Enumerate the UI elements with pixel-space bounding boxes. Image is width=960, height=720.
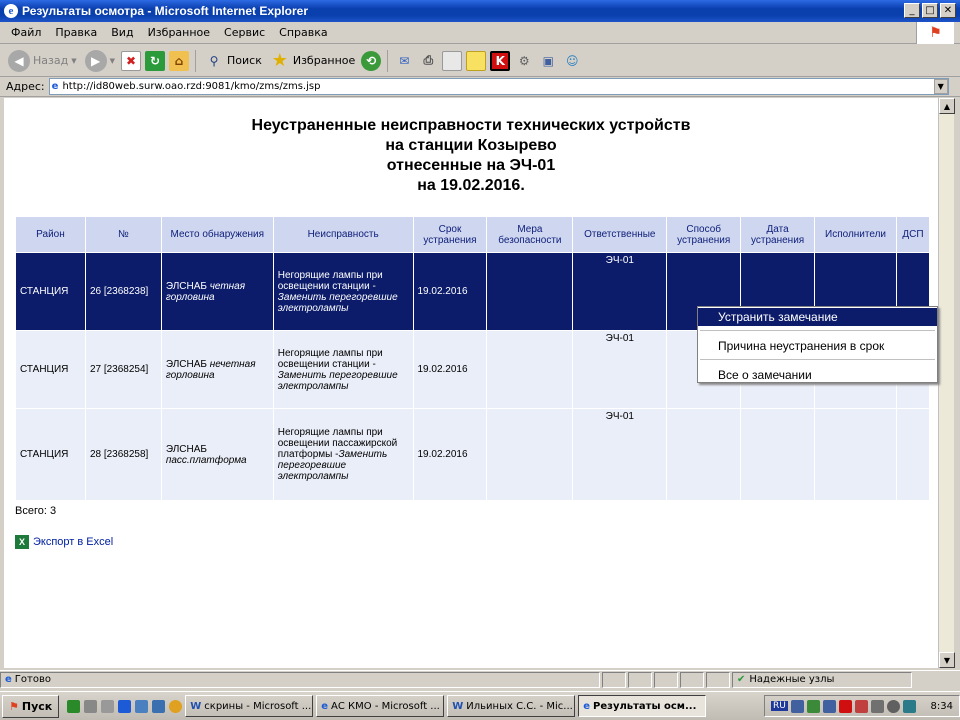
col-method[interactable]: Способ устранения [667, 217, 741, 253]
quick-launch [67, 700, 182, 713]
vertical-scrollbar[interactable] [938, 98, 954, 668]
total-count: Всего: 3 [15, 505, 57, 517]
page-icon: e [51, 81, 59, 92]
address-label: Адрес: [6, 80, 45, 93]
start-label: Пуск [21, 699, 53, 713]
favorites-label: Избранное [292, 54, 356, 67]
car-icon[interactable] [84, 700, 97, 713]
note-icon[interactable] [466, 51, 486, 71]
status-text-cell [0, 672, 600, 688]
search-icon: ⚲ [209, 53, 219, 68]
status-text: Готово [14, 674, 51, 685]
toolbar-separator [195, 50, 196, 72]
mail-icon[interactable]: ✉ [399, 53, 410, 68]
star-icon: ★ [271, 50, 288, 71]
ie-quick-icon[interactable] [118, 700, 131, 713]
tray-icon[interactable] [807, 700, 820, 713]
address-dropdown-icon[interactable]: ▼ [934, 79, 948, 94]
fault-action: Заменить перегоревшие электролампы [277, 291, 398, 314]
ie-task-icon: e [583, 700, 591, 712]
fault-text: Негорящие лампы при освещении станции - [277, 269, 383, 292]
menu-bar [0, 22, 960, 44]
back-button[interactable] [6, 50, 79, 72]
col-district[interactable]: Район [16, 217, 86, 253]
tray-icon[interactable] [855, 700, 868, 713]
edit-icon[interactable] [442, 51, 462, 71]
table-row[interactable] [16, 409, 930, 501]
col-fix-date[interactable]: Дата устранения [741, 217, 815, 253]
back-arrow-icon: ◀ [8, 50, 30, 72]
security-zone-label: Надежные узлы [749, 674, 835, 685]
link-icon[interactable] [101, 700, 114, 713]
tray-icon[interactable] [871, 700, 884, 713]
menu-all-about-remark[interactable]: Все о замечании [718, 368, 812, 382]
cell-place [161, 409, 273, 501]
status-cell [628, 672, 652, 688]
status-cell [602, 672, 626, 688]
place-name: ЭЛСНАБ [165, 280, 207, 292]
network-icon[interactable] [903, 700, 916, 713]
kaspersky-tray-icon[interactable] [839, 700, 852, 713]
print-icon[interactable]: ⎙ [423, 53, 434, 67]
export-excel-label: Экспорт в Excel [33, 536, 114, 548]
cell-number: 26 [2368238] [85, 253, 161, 331]
cell-safety [487, 253, 573, 331]
report-title [4, 116, 938, 196]
cell-district: СТАНЦИЯ [16, 331, 86, 409]
stop-icon[interactable]: ✖ [121, 51, 141, 71]
cell-number: 27 [2368254] [85, 331, 161, 409]
search-label: Поиск [227, 54, 262, 67]
cell-deadline: 19.02.2016 [413, 409, 487, 501]
kaspersky-icon[interactable]: K [490, 51, 510, 71]
tree-icon[interactable] [67, 700, 80, 713]
cell-fault [273, 331, 413, 409]
col-place[interactable]: Место обнаружения [161, 217, 273, 253]
task-button-active[interactable] [578, 695, 706, 717]
address-input[interactable] [49, 78, 949, 95]
task-label: АС КМО - Microsoft ... [331, 700, 440, 712]
cell-deadline: 19.02.2016 [413, 253, 487, 331]
windows-logo-icon: ⚑ [916, 22, 954, 44]
close-button[interactable]: ✕ [940, 3, 956, 18]
place-detail: пасс.платформа [165, 454, 247, 466]
media-icon[interactable] [169, 700, 182, 713]
place-name: ЭЛСНАБ [165, 358, 207, 370]
window-title: Результаты осмотра - Microsoft Internet Explorer [22, 4, 309, 18]
place-detail: четная горловина [165, 280, 246, 303]
cell-fault [273, 409, 413, 501]
scroll-up-icon[interactable]: ▲ [939, 98, 955, 114]
cell-number: 28 [2368258] [85, 409, 161, 501]
col-executors[interactable]: Исполнители [815, 217, 897, 253]
col-dsp[interactable]: ДСП [896, 217, 929, 253]
fault-text: Негорящие лампы при освещении пассажирской платформы - [277, 427, 398, 460]
back-label: Назад [33, 54, 69, 67]
menu-fix-remark[interactable]: Устранить замечание [698, 308, 937, 326]
app-icon[interactable] [152, 700, 165, 713]
windows-flag-icon: ⚑ [9, 699, 19, 713]
scroll-down-icon[interactable]: ▼ [939, 652, 955, 668]
excel-icon: X [15, 535, 29, 549]
home-icon[interactable]: ⌂ [169, 51, 189, 71]
fault-text: Негорящие лампы при освещении станции - [277, 347, 383, 370]
task-button[interactable] [447, 695, 575, 717]
status-cell [680, 672, 704, 688]
export-excel-link[interactable] [15, 535, 113, 549]
word-icon: W [190, 700, 202, 712]
start-button[interactable] [2, 695, 59, 718]
forward-button[interactable] [83, 50, 117, 72]
menu-file[interactable]: Файл [11, 26, 42, 39]
address-bar [0, 77, 960, 97]
cell-deadline: 19.02.2016 [413, 331, 487, 409]
menu-separator [700, 359, 935, 360]
status-cell [654, 672, 678, 688]
trusted-zone-icon: ✔ [737, 674, 746, 685]
word-icon: W [452, 700, 464, 712]
minimize-button[interactable]: _ [904, 3, 920, 18]
cell-district: СТАНЦИЯ [16, 253, 86, 331]
cell-dsp [896, 409, 929, 501]
place-name: ЭЛСНАБ [165, 443, 207, 455]
col-number[interactable]: № [85, 217, 161, 253]
toolbar [0, 45, 960, 77]
col-deadline[interactable]: Срок устранения [413, 217, 487, 253]
table-header-row [16, 217, 930, 253]
report-title-line: на станции Козырево [385, 137, 557, 154]
cell-responsible: ЭЧ-01 [573, 253, 667, 331]
menu-separator [700, 330, 935, 331]
volume-icon[interactable] [887, 700, 900, 713]
history-icon[interactable]: ⟲ [361, 51, 381, 71]
status-page-icon: e [5, 674, 12, 685]
cell-place [161, 253, 273, 331]
taskbar [0, 691, 960, 720]
clock[interactable]: 8:34 [930, 700, 953, 712]
favorites-button[interactable] [268, 51, 357, 71]
status-cell [706, 672, 730, 688]
tools-icon[interactable]: ⚙ [518, 53, 530, 68]
context-menu [697, 306, 938, 383]
language-indicator[interactable]: RU [773, 701, 786, 711]
col-fault[interactable]: Неисправность [273, 217, 413, 253]
report-title-line: отнесенные на ЭЧ-01 [386, 157, 556, 174]
cell-place [161, 331, 273, 409]
task-button[interactable] [316, 695, 444, 717]
security-zone-cell [732, 672, 912, 688]
report-title-line: на 19.02.2016. [417, 177, 525, 194]
col-safety[interactable]: Мера безопасности [487, 217, 573, 253]
cell-method [667, 409, 741, 501]
search-button[interactable] [202, 51, 264, 71]
desktop-icon[interactable] [135, 700, 148, 713]
menu-help[interactable]: Справка [279, 26, 328, 39]
toolbar-separator [387, 50, 388, 72]
cell-responsible: ЭЧ-01 [573, 409, 667, 501]
forward-arrow-icon: ▶ [85, 50, 107, 72]
refresh-icon[interactable]: ↻ [145, 51, 165, 71]
cell-responsible: ЭЧ-01 [573, 331, 667, 409]
cell-executors [815, 409, 897, 501]
tray-icon[interactable] [823, 700, 836, 713]
ie-task-icon: e [321, 700, 329, 712]
fault-action: Заменить перегоревшие электролампы [277, 449, 388, 482]
research-icon[interactable]: ▣ [542, 53, 554, 68]
back-dropdown-icon: ▼ [71, 56, 77, 65]
place-detail: нечетная горловина [165, 358, 256, 381]
cell-fix-date [741, 409, 815, 501]
task-label: Ильиных С.С. - Mic... [466, 700, 573, 712]
menu-tools[interactable]: Сервис [224, 26, 266, 39]
forward-dropdown-icon: ▼ [109, 56, 115, 65]
cell-safety [487, 331, 573, 409]
menu-edit[interactable]: Правка [55, 26, 98, 39]
tray-icon[interactable] [791, 700, 804, 713]
menu-reason-not-fixed[interactable]: Причина неустранения в срок [718, 339, 885, 353]
menu-favorites[interactable]: Избранное [147, 26, 211, 39]
col-responsible[interactable]: Ответственные [573, 217, 667, 253]
system-tray [764, 695, 960, 717]
status-bar [0, 670, 960, 688]
report-title-line: Неустраненные неисправности технических устройств [251, 117, 691, 134]
task-label: Результаты осм... [593, 700, 697, 712]
task-label: скрины - Microsoft ... [204, 700, 312, 712]
fault-action: Заменить перегоревшие электролампы [277, 369, 398, 392]
cell-fault [273, 253, 413, 331]
cell-district: СТАНЦИЯ [16, 409, 86, 501]
title-bar [0, 0, 960, 22]
maximize-button[interactable]: □ [922, 3, 938, 18]
cell-safety [487, 409, 573, 501]
menu-view[interactable]: Вид [111, 26, 134, 39]
ie-icon: e [4, 4, 18, 18]
messenger-icon[interactable]: ☺ [566, 53, 579, 68]
task-button[interactable] [185, 695, 313, 717]
address-url: http://id80web.surw.oao.rzd:9081/kmo/zms/zms.jsp [62, 81, 321, 92]
